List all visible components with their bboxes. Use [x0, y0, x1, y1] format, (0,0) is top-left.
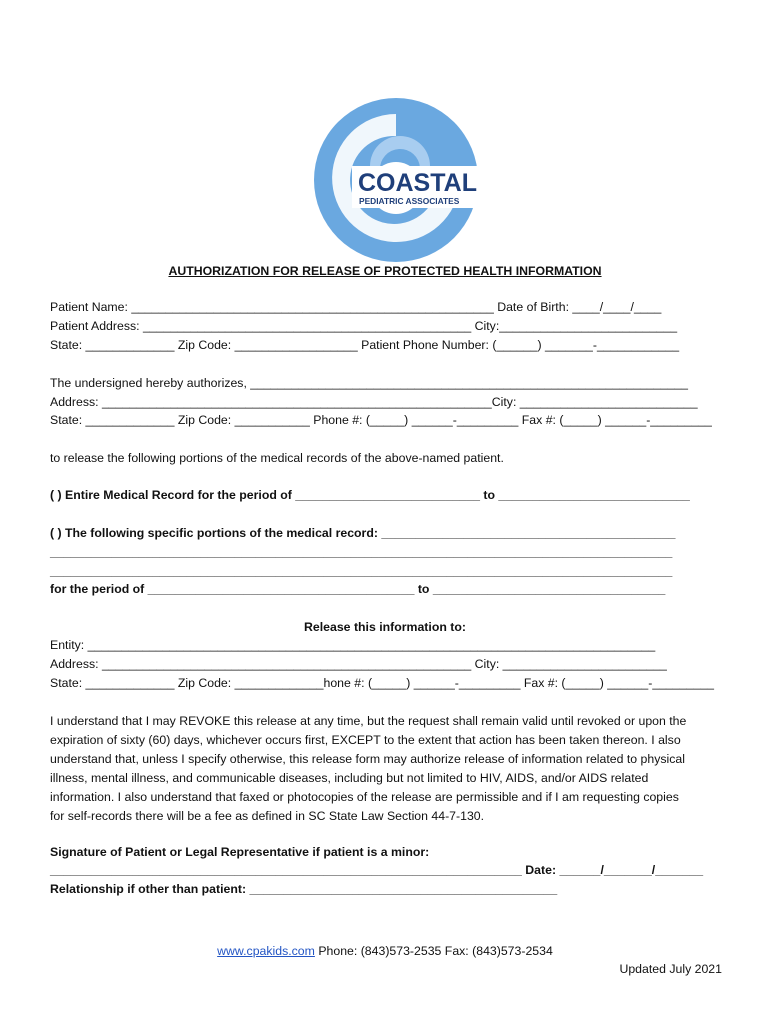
logo-tagline: PEDIATRIC ASSOCIATES: [359, 196, 460, 206]
release-state-line[interactable]: State: _____________ Zip Code: _____________hone #: (_____) ______-_________ Fax #: (_____) ______-_________: [50, 676, 714, 690]
period-line[interactable]: for the period of _______________________________________ to __________________________________: [50, 582, 666, 596]
document-title: AUTHORIZATION FOR RELEASE OF PROTECTED HEALTH INFORMATION: [168, 264, 602, 278]
patient-name-line[interactable]: Patient Name: _____________________________________________________ Date of Birth: ____/____/____: [50, 300, 662, 314]
signature-line[interactable]: _____________________________________________________________________ Date: ______/_______/_______: [50, 863, 704, 877]
authorizer-address-line[interactable]: Address: _________________________________________________________City: __________________________: [50, 395, 698, 409]
specific-portions-option[interactable]: ( ) The following specific portions of the medical record: ___________________________________________: [50, 526, 676, 540]
paragraph-line: illness, mental illness, and communicable diseases, including but not limited to HIV, AIDS, and/or AIDS related: [50, 771, 649, 785]
patient-state-line[interactable]: State: _____________ Zip Code: __________________ Patient Phone Number: (______) _______-____________: [50, 338, 680, 352]
paragraph-line: for self-records there will be a fee as defined in SC State Law Section 44-7-130.: [50, 809, 485, 823]
paragraph-line: understand that, unless I specify otherwise, this release form may authorize release of information related to physical: [50, 752, 685, 766]
release-address-line[interactable]: Address: ______________________________________________________ City: ________________________: [50, 657, 667, 671]
phone-fax-text: Phone: (843)573-2535 Fax: (843)573-2534: [314, 944, 553, 958]
release-intro-text: to release the following portions of the medical records of the above-named patient.: [50, 451, 504, 465]
paragraph-line: expiration of sixty (60) days, whichever occurs first, EXCEPT to the extent that action has been taken thereon. I also: [50, 733, 681, 747]
paragraph-line: I understand that I may REVOKE this release at any time, but the request shall remain valid until revoked or upon the: [50, 714, 687, 728]
entity-line[interactable]: Entity: ___________________________________________________________________________________: [50, 638, 656, 652]
specific-portions-blank-2[interactable]: ___________________________________________________________________________________________: [50, 564, 673, 578]
authorizer-line[interactable]: The undersigned hereby authorizes, ________________________________________________________________: [50, 376, 688, 390]
coastal-pediatric-logo: [310, 96, 482, 264]
entire-record-option[interactable]: ( ) Entire Medical Record for the period of ___________________________ to ____________________________: [50, 488, 690, 502]
relationship-line[interactable]: Relationship if other than patient: _____________________________________________: [50, 882, 558, 896]
specific-portions-blank-1[interactable]: ___________________________________________________________________________________________: [50, 545, 673, 559]
release-to-heading: Release this information to:: [304, 620, 466, 634]
logo-swirl-icon: [310, 96, 482, 264]
logo-name: COASTAL: [358, 169, 477, 197]
website-link[interactable]: www.cpakids.com: [217, 944, 315, 958]
revocation-paragraph: [50, 712, 725, 826]
footer-contact: [0, 944, 770, 958]
patient-address-line[interactable]: Patient Address: ________________________________________________ City:__________________________: [50, 319, 678, 333]
updated-date: Updated July 2021: [619, 962, 722, 976]
signature-heading: Signature of Patient or Legal Representative if patient is a minor:: [50, 845, 430, 859]
paragraph-line: information. I also understand that faxed or photocopies of the release are permissible and if I am requesting copies: [50, 790, 679, 804]
authorizer-state-line[interactable]: State: _____________ Zip Code: ___________ Phone #: (_____) ______-_________ Fax #: (_____) ______-_________: [50, 413, 712, 427]
